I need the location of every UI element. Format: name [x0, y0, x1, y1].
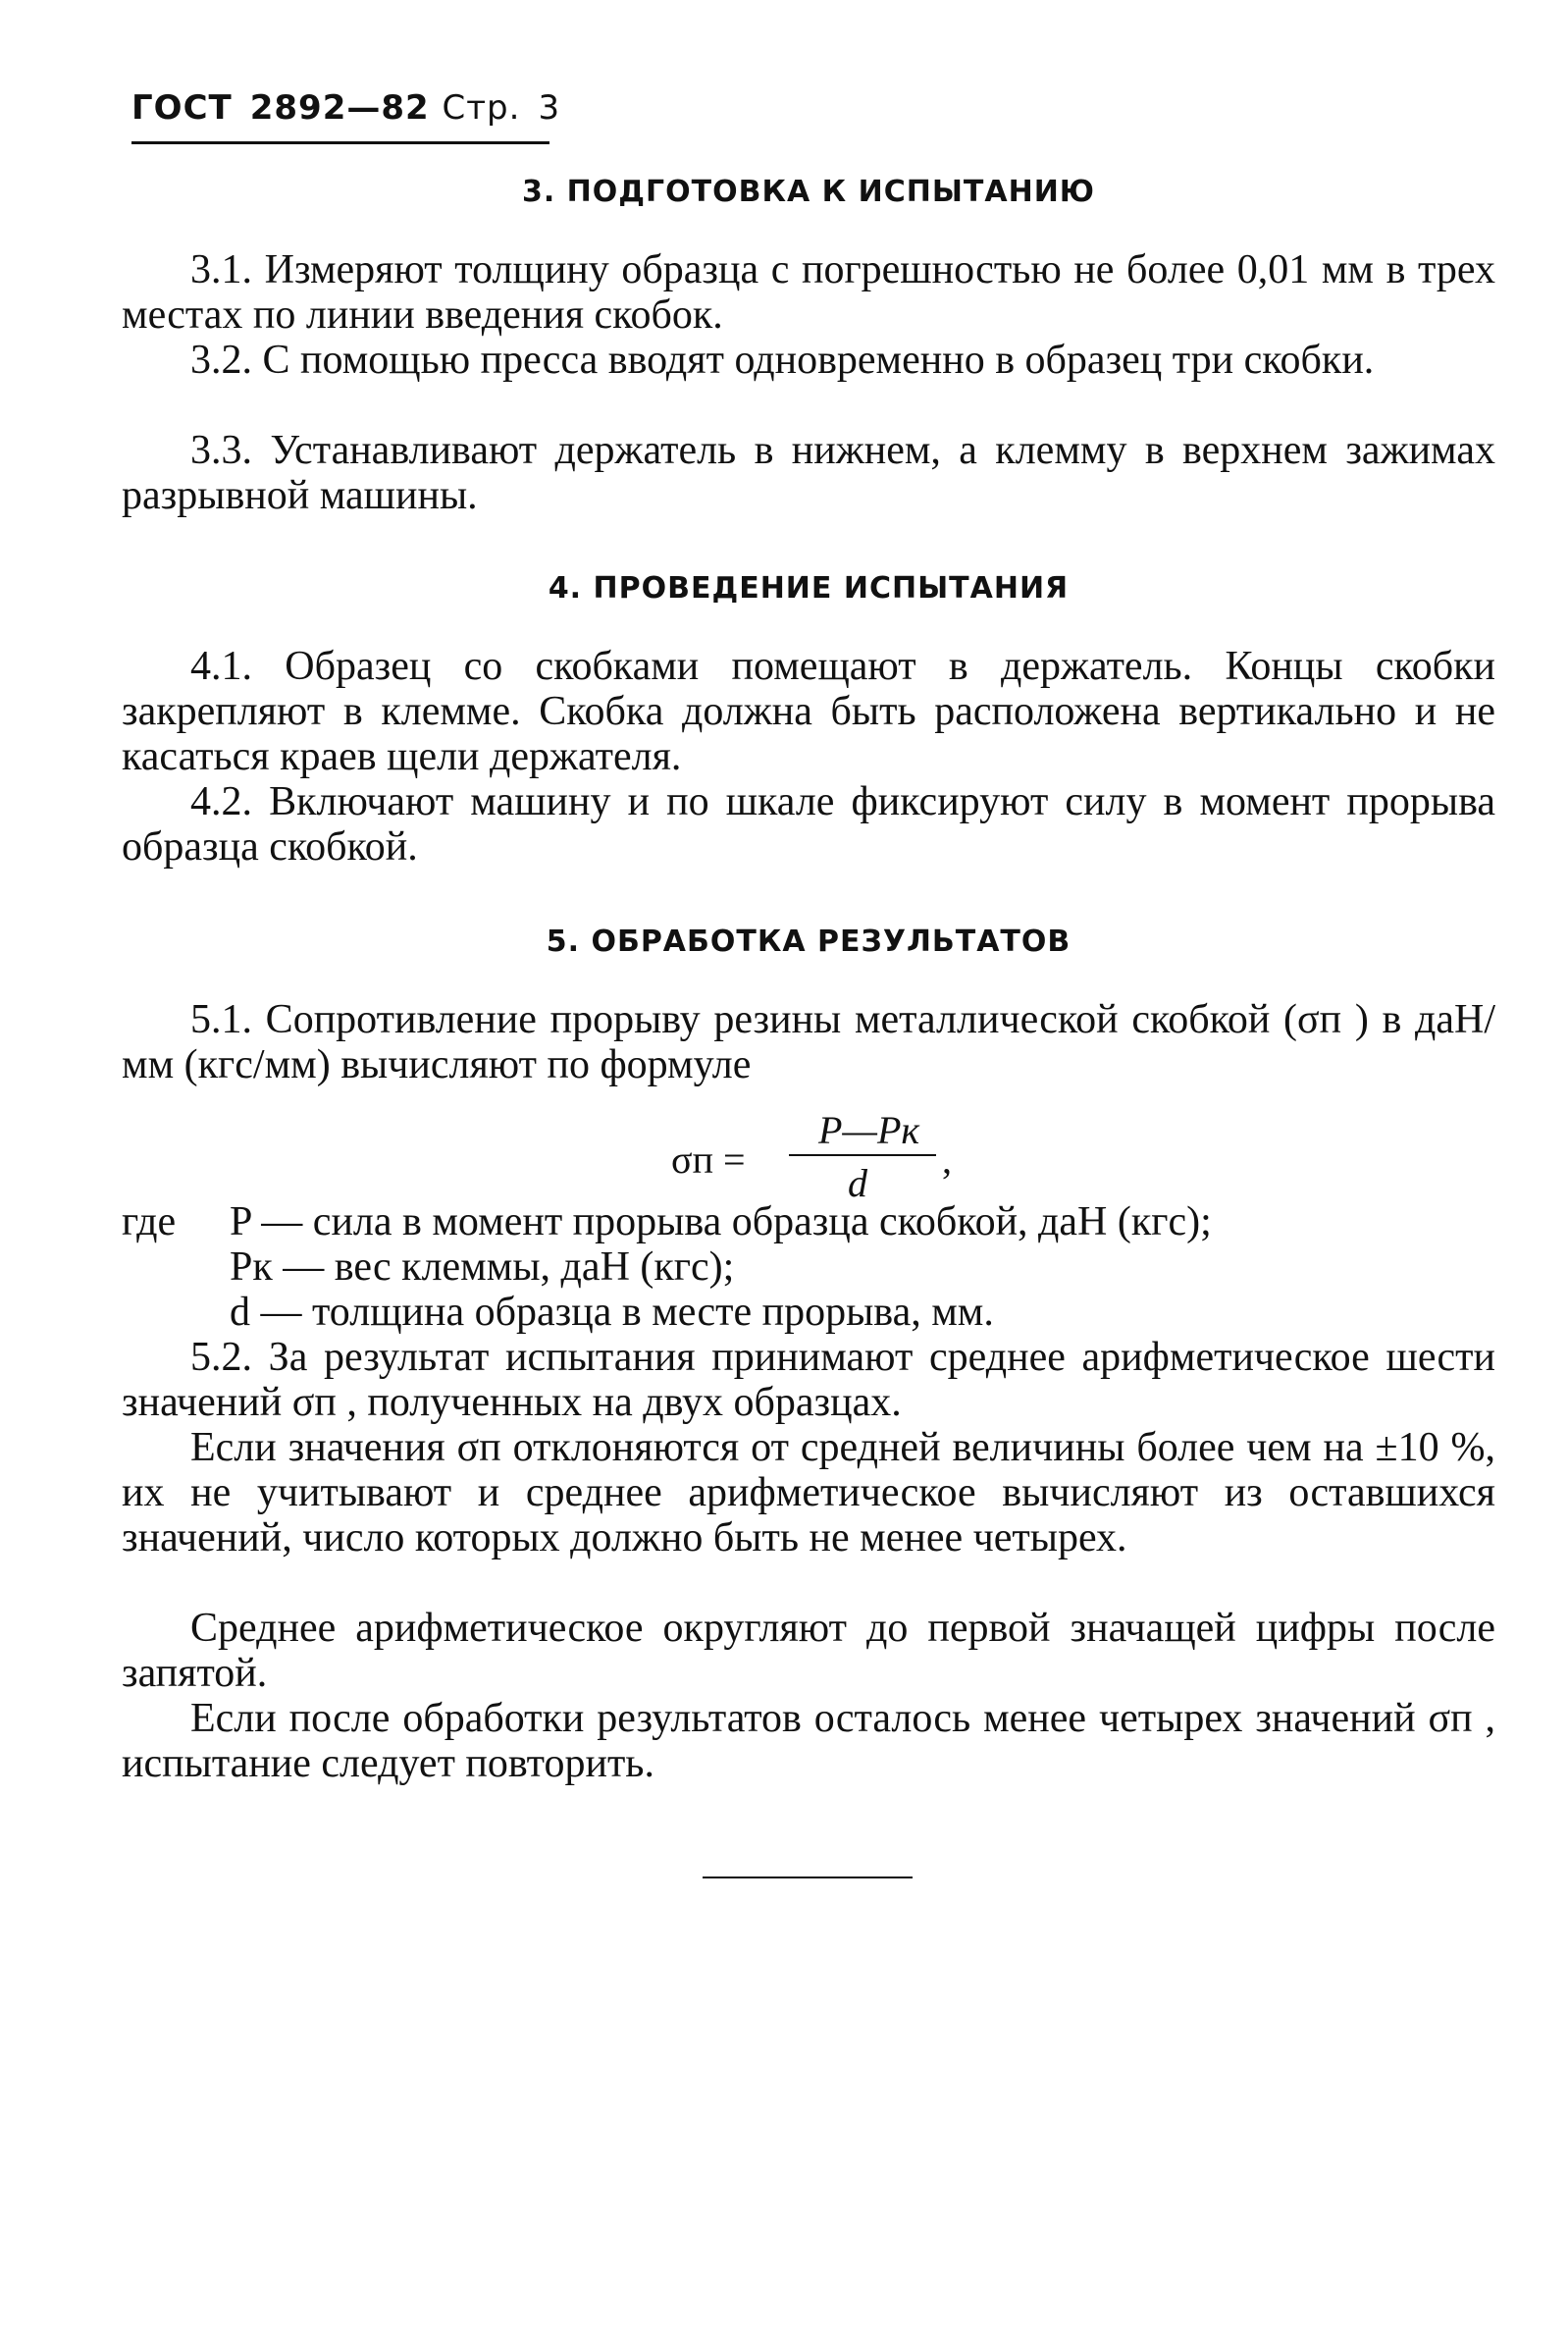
document-page [122, 0, 1495, 2326]
where-intro: где [122, 1199, 177, 1244]
standard-label: ГОСТ [131, 88, 233, 128]
formula-numerator: P—Pк [818, 1108, 920, 1152]
where-d-definition: d — толщина образца в месте прорыва, мм. [230, 1290, 994, 1335]
end-rule [703, 1877, 913, 1878]
section-5-heading: 5. ОБРАБОТКА РЕЗУЛЬТАТОВ [546, 925, 1071, 959]
section-4-heading: 4. ПРОВЕДЕНИЕ ИСПЫТАНИЯ [548, 571, 1070, 606]
header-rule [131, 141, 549, 144]
formula [671, 1107, 1064, 1205]
paragraph-3-1: 3.1. Измеряют толщину образца с погрешностью не более 0,01 мм в трех местах по линии введения скобок. [122, 247, 1495, 338]
paragraph-5-2-rounding: Среднее арифметическое округляют до первой значащей цифры после запятой. [122, 1606, 1495, 1696]
paragraph-4-1: 4.1. Образец со скобками помещают в держатель. Концы скобки закрепляют в клемме. Скобка должна быть расположена вертикально и не касаться краев щели держателя. [122, 644, 1495, 779]
paragraph-5-2: 5.2. За результат испытания принимают среднее арифметическое шести значений σп , полученных на двух образцах. [122, 1335, 1495, 1425]
page-word: Стр. [442, 88, 521, 128]
running-header [131, 88, 560, 128]
fraction-bar [789, 1154, 936, 1156]
paragraph-3-3: 3.3. Устанавливают держатель в нижнем, а клемму в верхнем зажимах разрывной машины. [122, 428, 1495, 518]
formula-lhs: σп = [671, 1137, 746, 1182]
where-pk-definition: Pк — вес клеммы, даН (кгс); [230, 1244, 735, 1290]
paragraph-5-2-repeat: Если после обработки результатов осталось менее четырех значений σп , испытание следует повторить. [122, 1696, 1495, 1786]
page-number: 3 [538, 88, 561, 128]
formula-denominator: d [848, 1161, 867, 1205]
paragraph-5-2-deviation: Если значения σп отклоняются от средней величины более чем на ±10 %, их не учитывают и среднее арифметическое вычисляют из оставшихся значений, число которых должно быть не менее четырех. [122, 1425, 1495, 1560]
where-p-definition: P — сила в момент прорыва образца скобкой, даН (кгс); [230, 1199, 1212, 1244]
section-3-heading: 3. ПОДГОТОВКА К ИСПЫТАНИЮ [521, 175, 1096, 209]
paragraph-3-2: 3.2. С помощью пресса вводят одновременно в образец три скобки. [190, 338, 1375, 383]
paragraph-4-2: 4.2. Включают машину и по шкале фиксируют силу в момент прорыва образца скобкой. [122, 779, 1495, 870]
paragraph-5-1: 5.1. Сопротивление прорыву резины металлической скобкой (σп ) в даН/мм (кгс/мм) вычисляют по формуле [122, 997, 1495, 1087]
formula-comma: , [942, 1137, 952, 1182]
standard-number: 2892—82 [249, 88, 430, 128]
